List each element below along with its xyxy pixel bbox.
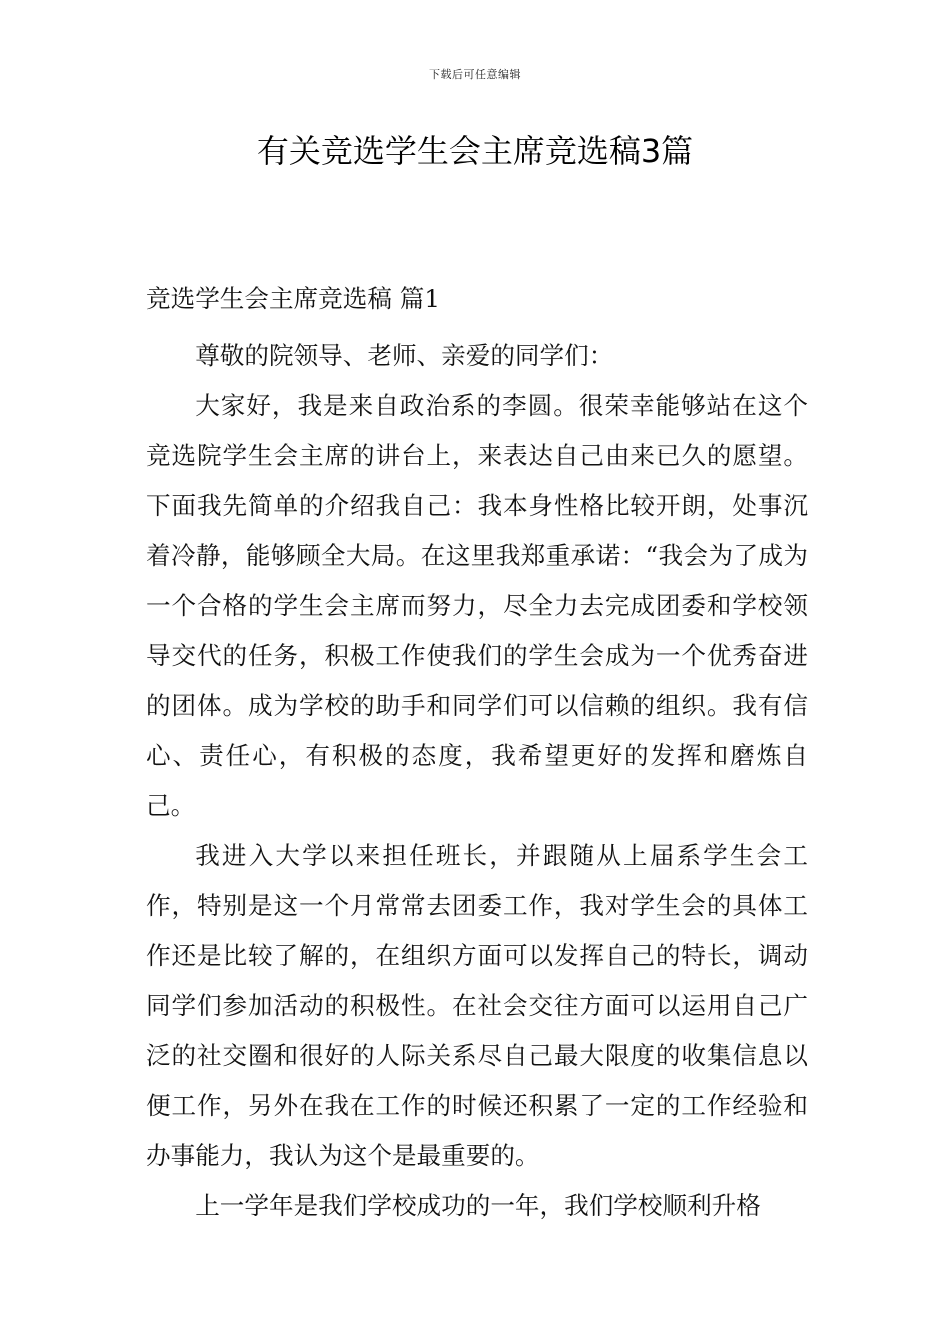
body-paragraph: 上一学年是我们学校成功的一年，我们学校顺利升格	[195, 1191, 761, 1220]
document-body	[146, 281, 808, 1231]
body-paragraph: 我进入大学以来担任班长，并跟随从上届系学生会工作，特别是这一个月常常去团委工作，我对学生会的具体工作还是比较了解的，在组织方面可以发挥自己的特长，调动同学们参加活动的积极性。在社会交往方面可以运用自己广泛的社交圈和很好的人际关系尽自己最大限度的收集信息以便工作，另外在我在工作的时候还积累了一定的工作经验和办事能力，我认为这个是最重要的。	[146, 841, 808, 1170]
body-paragraph: 大家好，我是来自政治系的李圆。很荣幸能够站在这个竞选院学生会主席的讲台上，来表达自己由来已久的愿望。下面我先简单的介绍我自己：我本身性格比较开朗，处事沉着冷静，能够顾全大局。在这里我郑重承诺：“我会为了成为一个合格的学生会主席而努力，尽全力去完成团委和学校领导交代的任务，积极工作使我们的学生会成为一个优秀奋进的团体。成为学校的助手和同学们可以信赖的组织。我有信心、责任心，有积极的态度，我希望更好的发挥和磨炼自己。	[146, 391, 808, 820]
salutation-paragraph: 尊敬的院领导、老师、亲爱的同学们：	[195, 341, 614, 370]
header-note: 下载后可任意编辑	[429, 68, 521, 81]
document-title: 有关竞选学生会主席竞选稿3篇	[256, 132, 694, 170]
section-heading: 竞选学生会主席竞选稿 篇1	[146, 284, 440, 313]
